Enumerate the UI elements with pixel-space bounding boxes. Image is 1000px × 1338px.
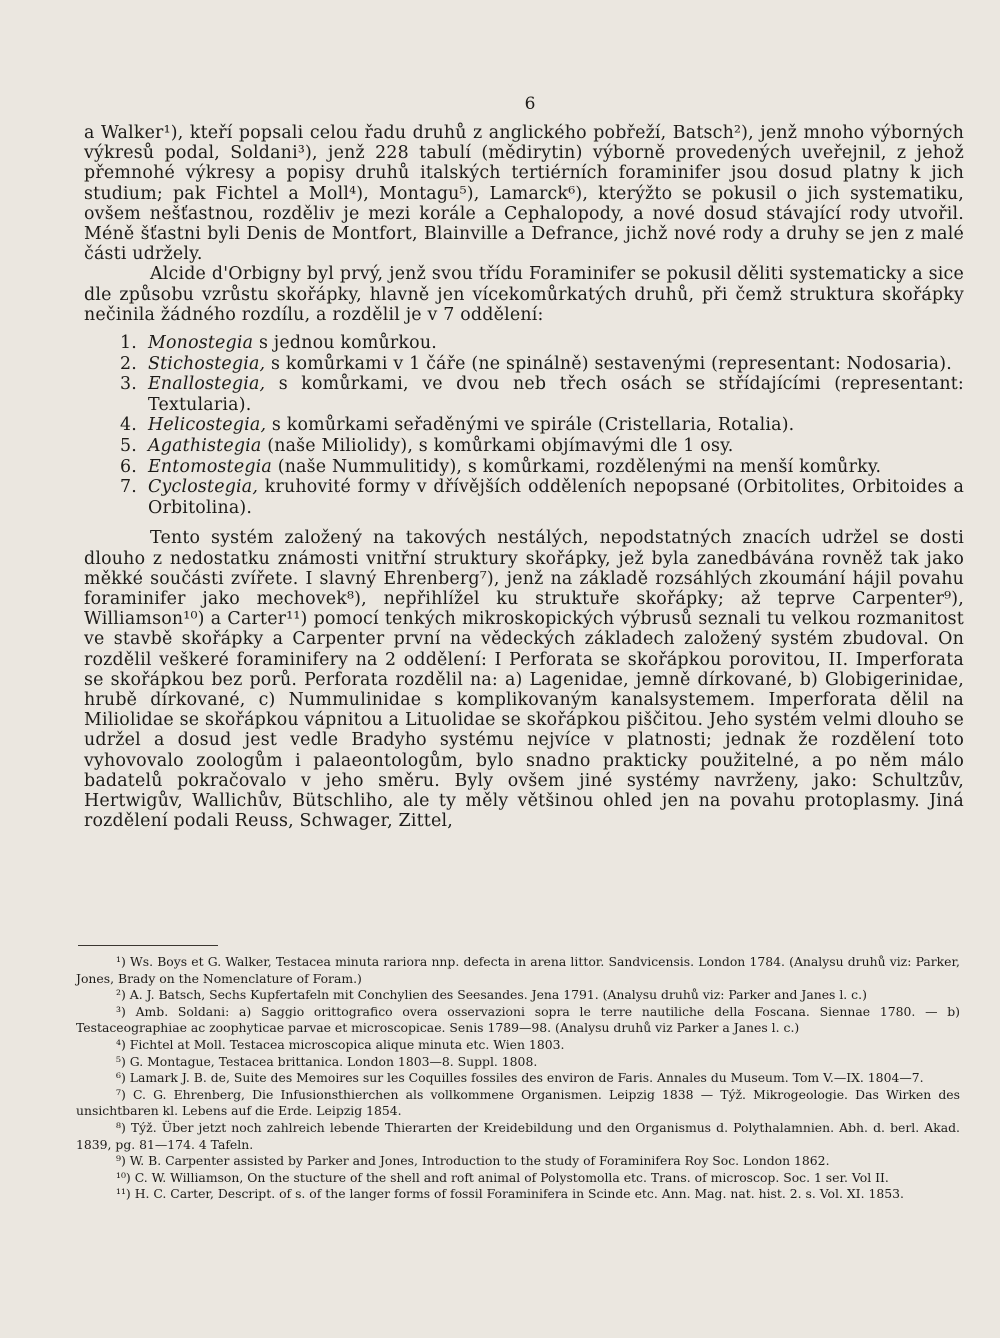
- list-item: 6. Entomostegia (naše Nummulitidy), s komůrkami, rozdělenými na menší komůrky.: [120, 456, 882, 477]
- list-item: 5. Agathistegia (naše Miliolidy), s komůrkami objímavými dle 1 osy.: [120, 436, 734, 456]
- list-item: 3. Enallostegia, s komůrkami, ve dvou neb třech osách se střídajícími (representant: Textularia).: [120, 374, 964, 415]
- footnote: ³) Amb. Soldani: a) Saggio orittografico overa osservazioni sopra le terre nautiliche della Foscana. Siennae 1780. — b) Testaceographiae ac zoophyticae parvae et microscopicae. Senis 1789—98. (Analysu druhů viz Parker a Janes l. c.): [76, 1003, 960, 1036]
- taxon-name: Cyclostegia,: [148, 477, 259, 498]
- page-number: 6: [524, 94, 536, 114]
- taxon-name: Enallostegia,: [148, 374, 266, 395]
- footnote: ⁵) G. Montague, Testacea brittanica. London 1803—8. Suppl. 1808.: [116, 1053, 538, 1069]
- taxon-name: Agathistegia: [148, 436, 262, 456]
- list-item: 1. Monostegia s jednou komůrkou.: [120, 333, 437, 354]
- paragraph-2: Alcide d'Orbigny byl prvý, jenž svou třídu Foraminifer se pokusil děliti systematicky a sice dle způsobu vzrůstu skořápky, hlavně jen vícekomůrkatých druhů, při čemž struktura skořápky nečinila žádného rozdílu, a rozdělil je v 7 oddělení:: [84, 264, 964, 325]
- list-item: 4. Helicostegia, s komůrkami seřaděnými ve spirále (Cristellaria, Rotalia).: [120, 415, 795, 436]
- taxon-name: Helicostegia,: [148, 415, 267, 436]
- list-item: 7. Cyclostegia, kruhovité formy v dřívějších odděleních nepopsané (Orbitolites, Orbitoides a Orbitolina).: [120, 477, 965, 518]
- classification-list: [84, 333, 964, 518]
- paragraph-1: a Walker¹), kteří popsali celou řadu druhů z anglického pobřeží, Batsch²), jenž mnoho výborných výkresů podal, Soldani³), jenž 228 tabulí (mědirytin) výborně provedených uveřejnil, z jehož přemnohé výkresy a popisy druhů italských tertiérních foraminifer jsou dosud platny k jich studium; pak Fichtel a Moll⁴), Montagu⁵), Lamarck⁶), kterýžto se pokusil o jich systematiku, ovšem nešťastnou, rozděliv je mezi korále a Cephalopody, a nové dosud stávající rody utvořil. Méně šťastni byli Denis de Montfort, Blainville a Defrance, jichž nové rody a druhy se jen z malé části udržely.: [84, 123, 964, 265]
- footnote: ⁸) Týž. Über jetzt noch zahlreich lebende Thierarten der Kreidebildung und den Organismus d. Polythalamnien. Abh. d. berl. Akad. 1839, pg. 81—174. 4 Tafeln.: [76, 1119, 960, 1152]
- main-text: [84, 123, 964, 831]
- footnote: ⁹) W. B. Carpenter assisted by Parker and Jones, Introduction to the study of Foraminifera Roy Soc. London 1862.: [116, 1153, 830, 1169]
- footnote: ¹⁰) C. W. Williamson, On the stucture of the shell and roft animal of Polystomolla etc. Trans. of microscop. Soc. 1 ser. Vol II.: [116, 1169, 889, 1185]
- footnotes: [76, 954, 960, 1203]
- footnote: ¹) Ws. Boys et G. Walker, Testacea minuta rariora nnp. defecta in arena littor. Sandvicensis. London 1784. (Analysu druhů viz: Parker, Jones, Brady on the Nomenclature of Foram.): [76, 954, 960, 986]
- footnote: ¹¹) H. C. Carter, Descript. of s. of the langer forms of fossil Foraminifera in Scinde etc. Ann. Mag. nat. hist. 2. s. Vol. XI. 1853.: [116, 1186, 904, 1202]
- list-item: 2. Stichostegia, s komůrkami v 1 čáře (ne spinálně) sestavenými (representant: Nodosaria).: [120, 353, 952, 374]
- footnote-separator: [78, 945, 218, 946]
- footnote: ⁷) C. G. Ehrenberg, Die Infusionsthierchen als vollkommene Organismen. Leipzig 1838 — Týž. Mikrogeologie. Das Wirken des unsichtbaren kl. Lebens auf die Erde. Leipzig 1854.: [76, 1086, 960, 1119]
- taxon-name: Monostegia: [148, 333, 254, 354]
- taxon-name: Entomostegia: [148, 456, 272, 477]
- footnote: ⁶) Lamark J. B. de, Suite des Memoires sur les Coquilles fossiles des environ de Faris. Annales du Museum. Tom V.—IX. 1804—7.: [116, 1070, 924, 1086]
- taxon-name: Stichostegia,: [148, 353, 266, 374]
- footnote: ²) A. J. Batsch, Sechs Kupfertafeln mit Conchylien des Seesandes. Jena 1791. (Analysu druhů viz: Parker and Janes l. c.): [116, 987, 867, 1003]
- paragraph-3: Tento systém založený na takových nestálých, nepodstatných znacích udržel se dosti dlouho z nedostatku známosti vnitřní struktury skořápky, jež byla zanedbávána rovněž tak jako měkké součásti zvířete. I slavný Ehrenberg⁷), jenž na základě rozsáhlých zkoumání hájil povahu foraminifer jako mechovek⁸), nepřihlížel ku struktuře skořápky; až teprve Carpenter⁹), Williamson¹⁰) a Carter¹¹) pomocí tenkých mikroskopických výbrusů seznali tu velkou rozmanitost ve stavbě skořápky a Carpenter první na vědeckých základech založený systém zbudoval. On rozdělil veškeré foraminifery na 2 oddělení: I Perforata se skořápkou porovitou, II. Imperforata se skořápkou bez porů. Perforata rozdělil na: a) Lagenidae, jemně dírkované, b) Globigerinidae, hrubě dírkované, c) Nummulinidae s komplikovaným kanalsystemem. Imperforata dělil na Miliolidae se skořápkou vápnitou a Lituolidae se skořápkou piščitou. Jeho systém velmi dlouho se udržel a dosud jest vedle Bradyho systému nejvíce v platnosti; jednak že rozdělení toto vyhovovalo zoologům i palaeontologům, bylo snadno prakticky použitelné, a po něm málo badatelů pokračovalo v jeho směru. Byly ovšem jiné systémy navrženy, jako: Schultzův, Hertwigův, Wallichův, Bütschliho, ale ty měly většinou ohled jen na povahu protoplasmy. Jiná rozdělení podali Reuss, Schwager, Zittel,: [84, 528, 964, 832]
- footnote: ⁴) Fichtel at Moll. Testacea microscopica alique minuta etc. Wien 1803.: [116, 1036, 565, 1052]
